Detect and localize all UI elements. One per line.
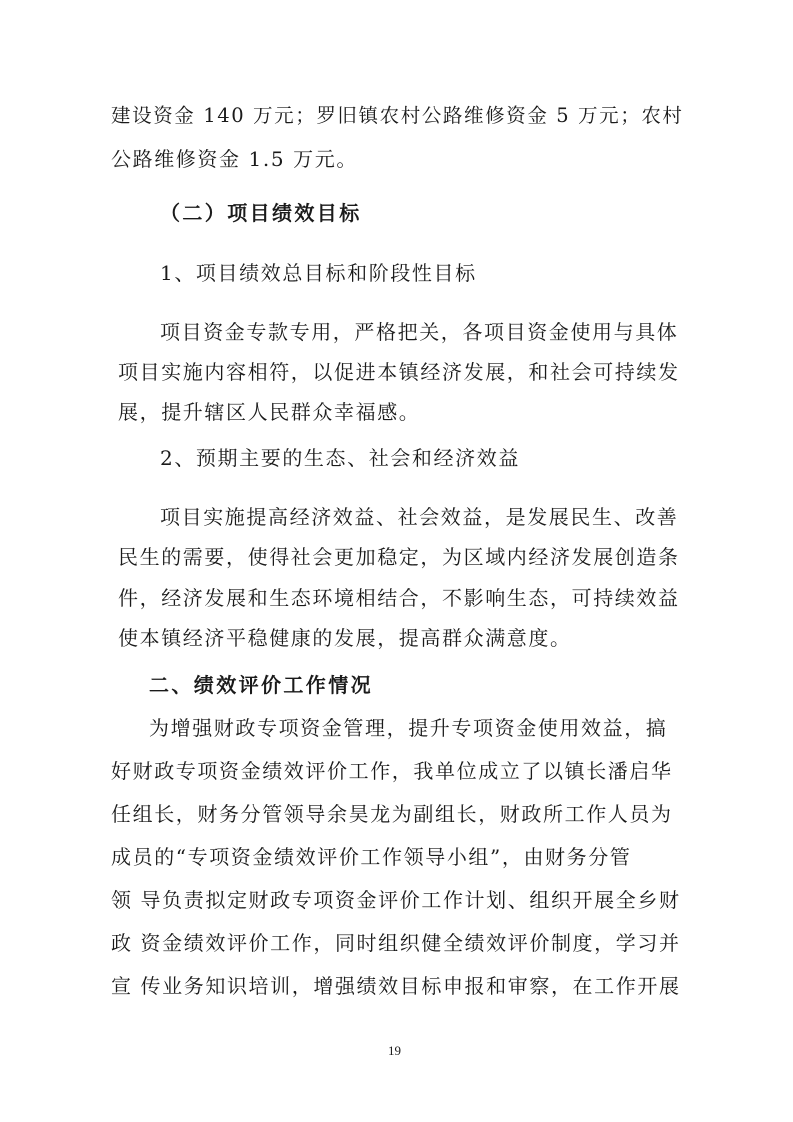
paragraph-line: 使本镇经济平稳健康的发展，提高群众满意度。 — [118, 626, 572, 650]
subsection-heading: 2、预期主要的生态、社会和经济效益 — [160, 446, 520, 470]
subsection-heading: 1、项目绩效总目标和阶段性目标 — [160, 261, 477, 285]
paragraph-line: 成员的“专项资金绩效评价工作领导小组”，由财务分管 — [111, 845, 632, 869]
section-heading: （二）项目绩效目标 — [160, 201, 362, 225]
paragraph-line: 政 资金绩效评价工作，同时组织健全绩效评价制度，学习并 — [111, 931, 681, 955]
paragraph-line: 件，经济发展和生态环境相结合，不影响生态，可持续效益 — [118, 586, 680, 610]
paragraph-line: 展，提升辖区人民群众幸福感。 — [118, 400, 421, 424]
paragraph-line: 公路维修资金 1.5 万元。 — [111, 147, 358, 171]
section-heading: 二、绩效评价工作情况 — [149, 673, 373, 697]
paragraph-line: 为增强财政专项资金管理，提升专项资金使用效益，搞 — [149, 716, 668, 740]
paragraph-line: 任组长，财务分管领导余昊龙为副组长，财政所工作人员为 — [111, 802, 673, 826]
paragraph-line: 领 导负责拟定财政专项资金评价工作计划、组织开展全乡财 — [111, 888, 681, 912]
paragraph-line: 宣 传业务知识培训，增强绩效目标申报和审察，在工作开展 — [111, 974, 681, 998]
page-number: 19 — [388, 1043, 401, 1058]
paragraph-line: 项目实施内容相符，以促进本镇经济发展，和社会可持续发 — [118, 360, 680, 384]
paragraph-line: 民生的需要，使得社会更加稳定，为区域内经济发展创造条 — [118, 545, 680, 569]
paragraph-line: 项目资金专款专用，严格把关，各项目资金使用与具体 — [160, 320, 679, 344]
paragraph-line: 项目实施提高经济效益、社会效益，是发展民生、改善 — [160, 505, 679, 529]
paragraph-line: 好财政专项资金绩效评价工作，我单位成立了以镇长潘启华 — [111, 759, 673, 783]
paragraph-line: 建设资金 140 万元；罗旧镇农村公路维修资金 5 万元；农村 — [111, 104, 684, 127]
